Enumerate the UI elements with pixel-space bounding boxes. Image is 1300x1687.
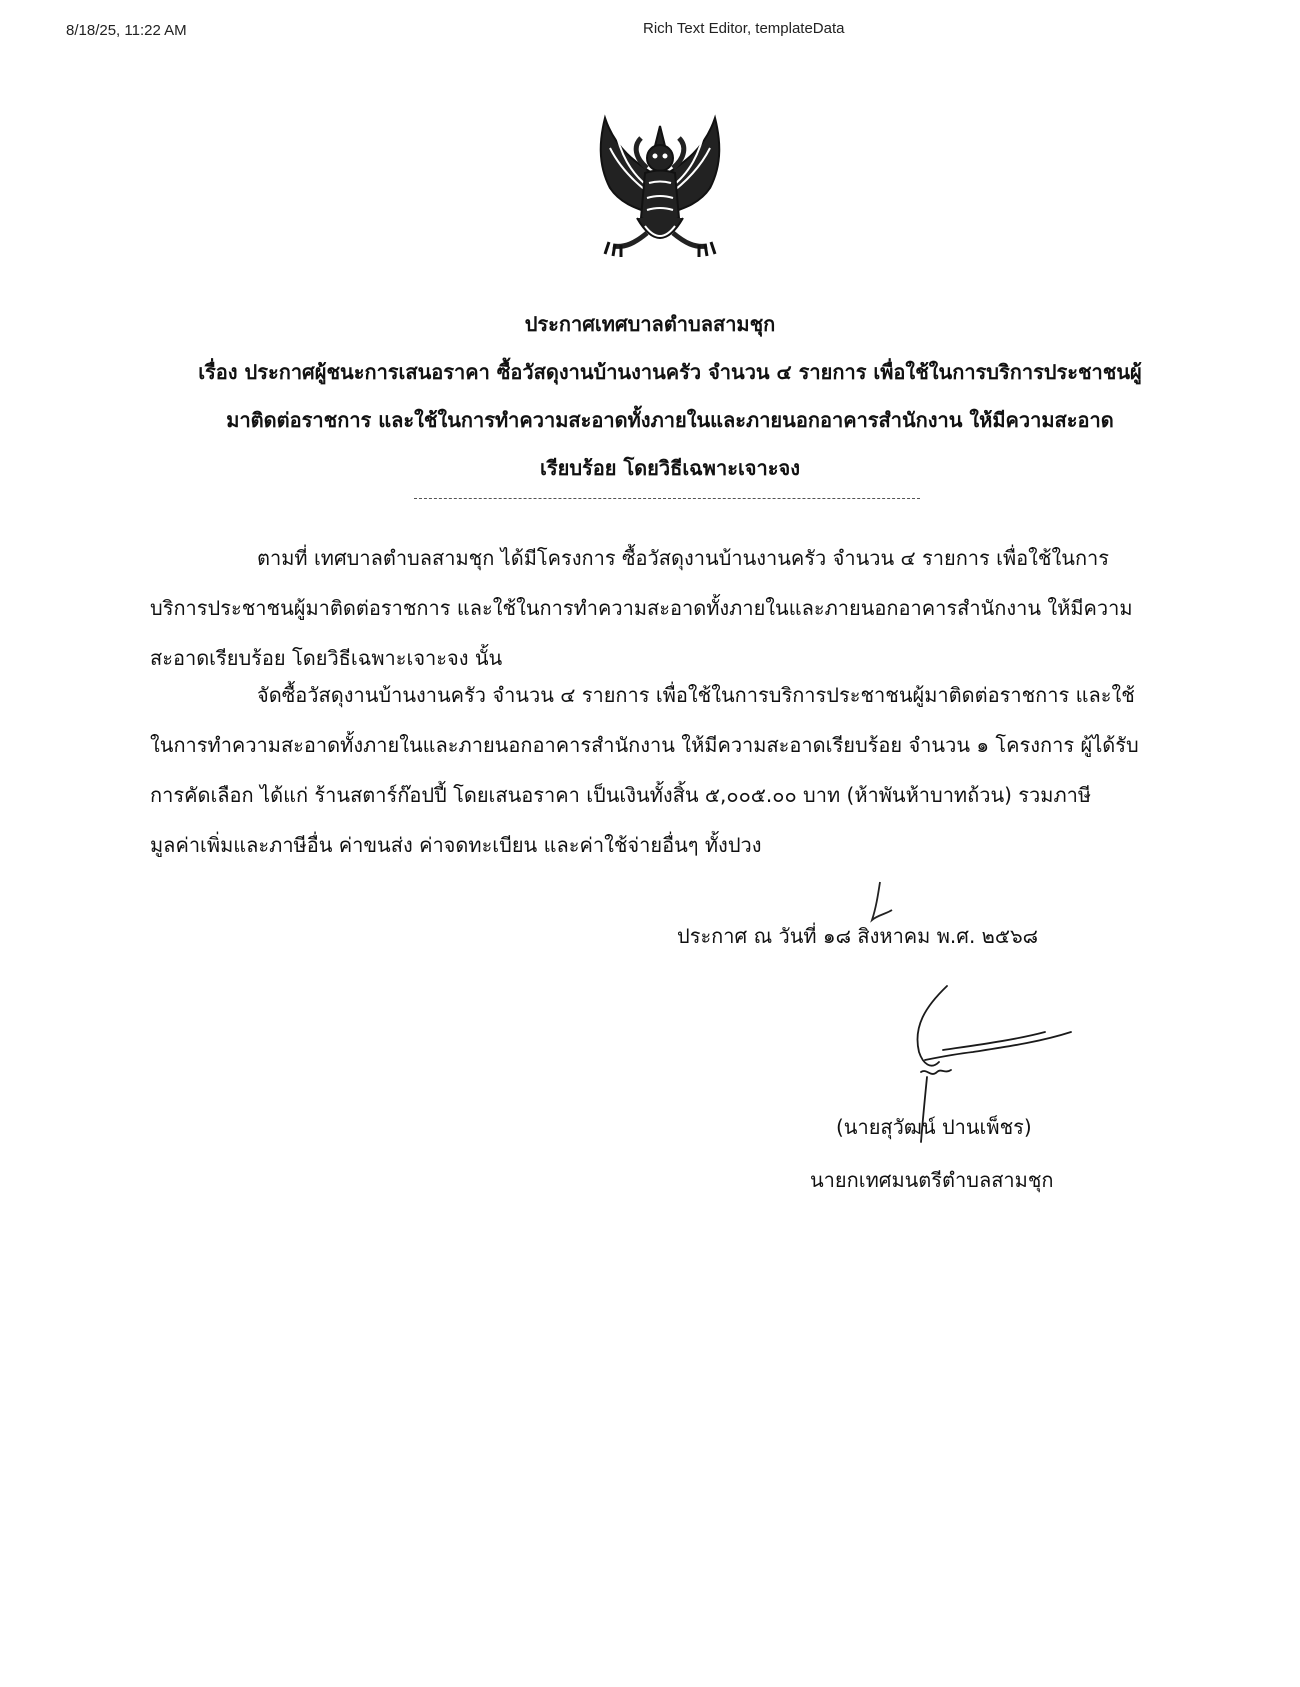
- announcement-org-title: ประกาศเทศบาลตำบลสามชุก: [524, 312, 776, 336]
- paragraph-line: ในการทำความสะอาดทั้งภายในและภายนอกอาคารสำนักงาน ให้มีความสะอาดเรียบร้อย จำนวน ๑ โครงการ ผู้ได้รับ: [150, 733, 1139, 757]
- announcement-date: ประกาศ ณ วันที่ ๑๘ สิงหาคม พ.ศ. ๒๕๖๘: [677, 924, 1039, 948]
- section-divider: [414, 498, 920, 499]
- print-timestamp: 8/18/25, 11:22 AM: [66, 22, 187, 39]
- paragraph-line: บริการประชาชนผู้มาติดต่อราชการ และใช้ในการทำความสะอาดทั้งภายในและภายนอกอาคารสำนักงาน ให้มีความ: [150, 596, 1133, 620]
- handwritten-date-mark-icon: [858, 880, 898, 940]
- paragraph-line: จัดซื้อวัสดุงานบ้านงานครัว จำนวน ๔ รายการ เพื่อใช้ในการบริการประชาชนผู้มาติดต่อราชการ และใช้: [257, 683, 1135, 707]
- paragraph-line: ตามที่ เทศบาลตำบลสามชุก ได้มีโครงการ ซื้อวัสดุงานบ้านงานครัว จำนวน ๔ รายการ เพื่อใช้ในการ: [257, 546, 1110, 570]
- print-header-title: Rich Text Editor, templateData: [643, 20, 845, 37]
- paragraph-line: มูลค่าเพิ่มและภาษีอื่น ค่าขนส่ง ค่าจดทะเบียน และค่าใช้จ่ายอื่นๆ ทั้งปวง: [150, 833, 762, 857]
- announcement-subject: [140, 348, 1200, 492]
- paragraph-line: การคัดเลือก ได้แก่ ร้านสตาร์ก๊อปปี้ โดยเสนอราคา เป็นเงินทั้งสิ้น ๕,๐๐๕.๐๐ บาท (ห้าพันห้าบาทถ้วน) รวมภาษี: [150, 783, 1092, 807]
- body-paragraph-1: [150, 533, 1200, 683]
- garuda-emblem-icon: [575, 108, 745, 278]
- signer-name: (นายสุวัฒน์ ปานเพ็ชร): [836, 1115, 1032, 1139]
- paragraph-line: สะอาดเรียบร้อย โดยวิธีเฉพาะเจาะจง นั้น: [150, 646, 503, 670]
- subject-line: เรื่อง ประกาศผู้ชนะการเสนอราคา ซื้อวัสดุงานบ้านงานครัว จำนวน ๔ รายการ เพื่อใช้ในการบริการประชาชนผู้: [198, 360, 1142, 384]
- body-paragraph-2: [150, 670, 1200, 870]
- subject-line: มาติดต่อราชการ และใช้ในการทำความสะอาดทั้งภายในและภายนอกอาคารสำนักงาน ให้มีความสะอาด: [226, 408, 1114, 432]
- signer-position: นายกเทศมนตรีตำบลสามชุก: [810, 1168, 1054, 1192]
- subject-line: เรียบร้อย โดยวิธีเฉพาะเจาะจง: [540, 456, 800, 480]
